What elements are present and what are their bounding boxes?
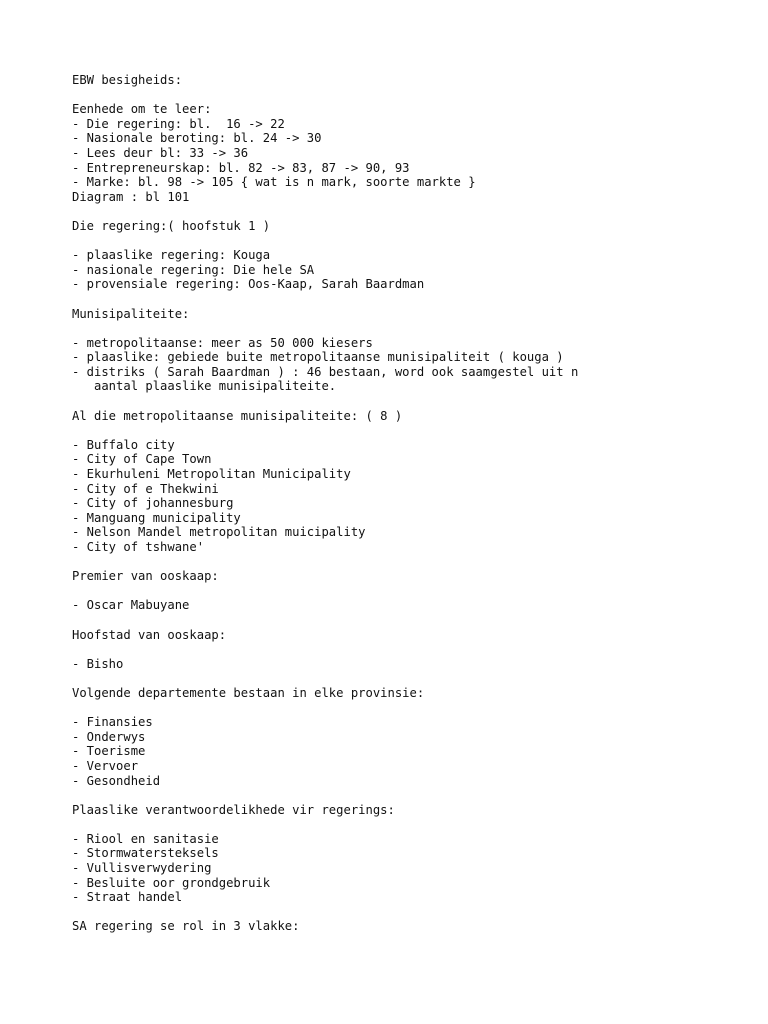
blank-line	[72, 204, 732, 219]
metro-item: - City of johannesburg	[72, 496, 234, 511]
government-level-item: - provensiale regering: Oos-Kaap, Sarah Baardman	[72, 277, 425, 292]
unit-item: - Nasionale beroting: bl. 24 -> 30	[72, 131, 322, 146]
units-heading: Eenhede om te leer:	[72, 102, 212, 117]
blank-line	[72, 671, 732, 686]
metro-item: - Nelson Mandel metropolitan muicipality	[72, 525, 366, 540]
diagram-reference: Diagram : bl 101	[72, 189, 190, 204]
blank-line	[72, 584, 732, 599]
blank-line	[72, 88, 732, 103]
department-item: - Onderwys	[72, 729, 146, 744]
blank-line	[72, 321, 732, 336]
local-responsibility-item: - Vullisverwydering	[72, 861, 212, 876]
department-item: - Toerisme	[72, 744, 146, 759]
blank-line	[72, 788, 732, 803]
blank-line	[72, 234, 732, 249]
local-responsibility-item: - Stormwatersteksels	[72, 846, 219, 861]
local-responsibilities-heading: Plaaslike verantwoordelikhede vir regerings:	[72, 802, 395, 817]
blank-line	[72, 613, 732, 628]
capital-item: - Bisho	[72, 656, 124, 671]
blank-line	[72, 642, 732, 657]
municipality-item: - distriks ( Sarah Baardman ) : 46 bestaan, word ook saamgestel uit n	[72, 364, 579, 379]
departments-heading: Volgende departemente bestaan in elke provinsie:	[72, 685, 425, 700]
blank-line	[72, 701, 732, 716]
blank-line	[72, 817, 732, 832]
document-page	[72, 73, 732, 934]
department-item: - Gesondheid	[72, 773, 161, 788]
government-heading: Die regering:( hoofstuk 1 )	[72, 218, 271, 233]
government-role-heading: SA regering se rol in 3 vlakke:	[72, 919, 300, 934]
unit-item: - Die regering: bl. 16 -> 22	[72, 116, 285, 131]
unit-item: - Marke: bl. 98 -> 105 { wat is n mark, soorte markte }	[72, 175, 476, 190]
metro-item: - Manguang municipality	[72, 510, 241, 525]
blank-line	[72, 905, 732, 920]
unit-item: - Entrepreneurskap: bl. 82 -> 83, 87 -> 90, 93	[72, 160, 410, 175]
metro-item: - Buffalo city	[72, 437, 175, 452]
local-responsibility-item: - Riool en sanitasie	[72, 831, 219, 846]
blank-line	[72, 423, 732, 438]
government-level-item: - plaaslike regering: Kouga	[72, 248, 271, 263]
municipalities-heading: Munisipaliteite:	[72, 306, 190, 321]
unit-item: - Lees deur bl: 33 -> 36	[72, 145, 249, 160]
metro-heading: Al die metropolitaanse munisipaliteite: ( 8 )	[72, 408, 403, 423]
local-responsibility-item: - Straat handel	[72, 890, 183, 905]
blank-line	[72, 394, 732, 409]
municipality-item: - metropolitaanse: meer as 50 000 kiesers	[72, 335, 373, 350]
document-title: EBW besigheids:	[72, 73, 183, 87]
department-item: - Finansies	[72, 715, 153, 730]
metro-item: - City of tshwane'	[72, 540, 205, 554]
blank-line	[72, 555, 732, 570]
municipality-item-continuation: aantal plaaslike munisipaliteite.	[72, 379, 337, 394]
premier-item: - Oscar Mabuyane	[72, 598, 190, 613]
blank-line	[72, 292, 732, 307]
metro-item: - City of e Thekwini	[72, 481, 219, 496]
municipality-item: - plaaslike: gebiede buite metropolitaanse munisipaliteit ( kouga )	[72, 350, 564, 365]
local-responsibility-item: - Besluite oor grondgebruik	[72, 875, 271, 890]
metro-item: - City of Cape Town	[72, 452, 212, 467]
capital-heading: Hoofstad van ooskaap:	[72, 627, 227, 642]
government-level-item: - nasionale regering: Die hele SA	[72, 262, 315, 277]
metro-item: - Ekurhuleni Metropolitan Municipality	[72, 467, 351, 482]
premier-heading: Premier van ooskaap:	[72, 569, 219, 584]
department-item: - Vervoer	[72, 758, 139, 773]
